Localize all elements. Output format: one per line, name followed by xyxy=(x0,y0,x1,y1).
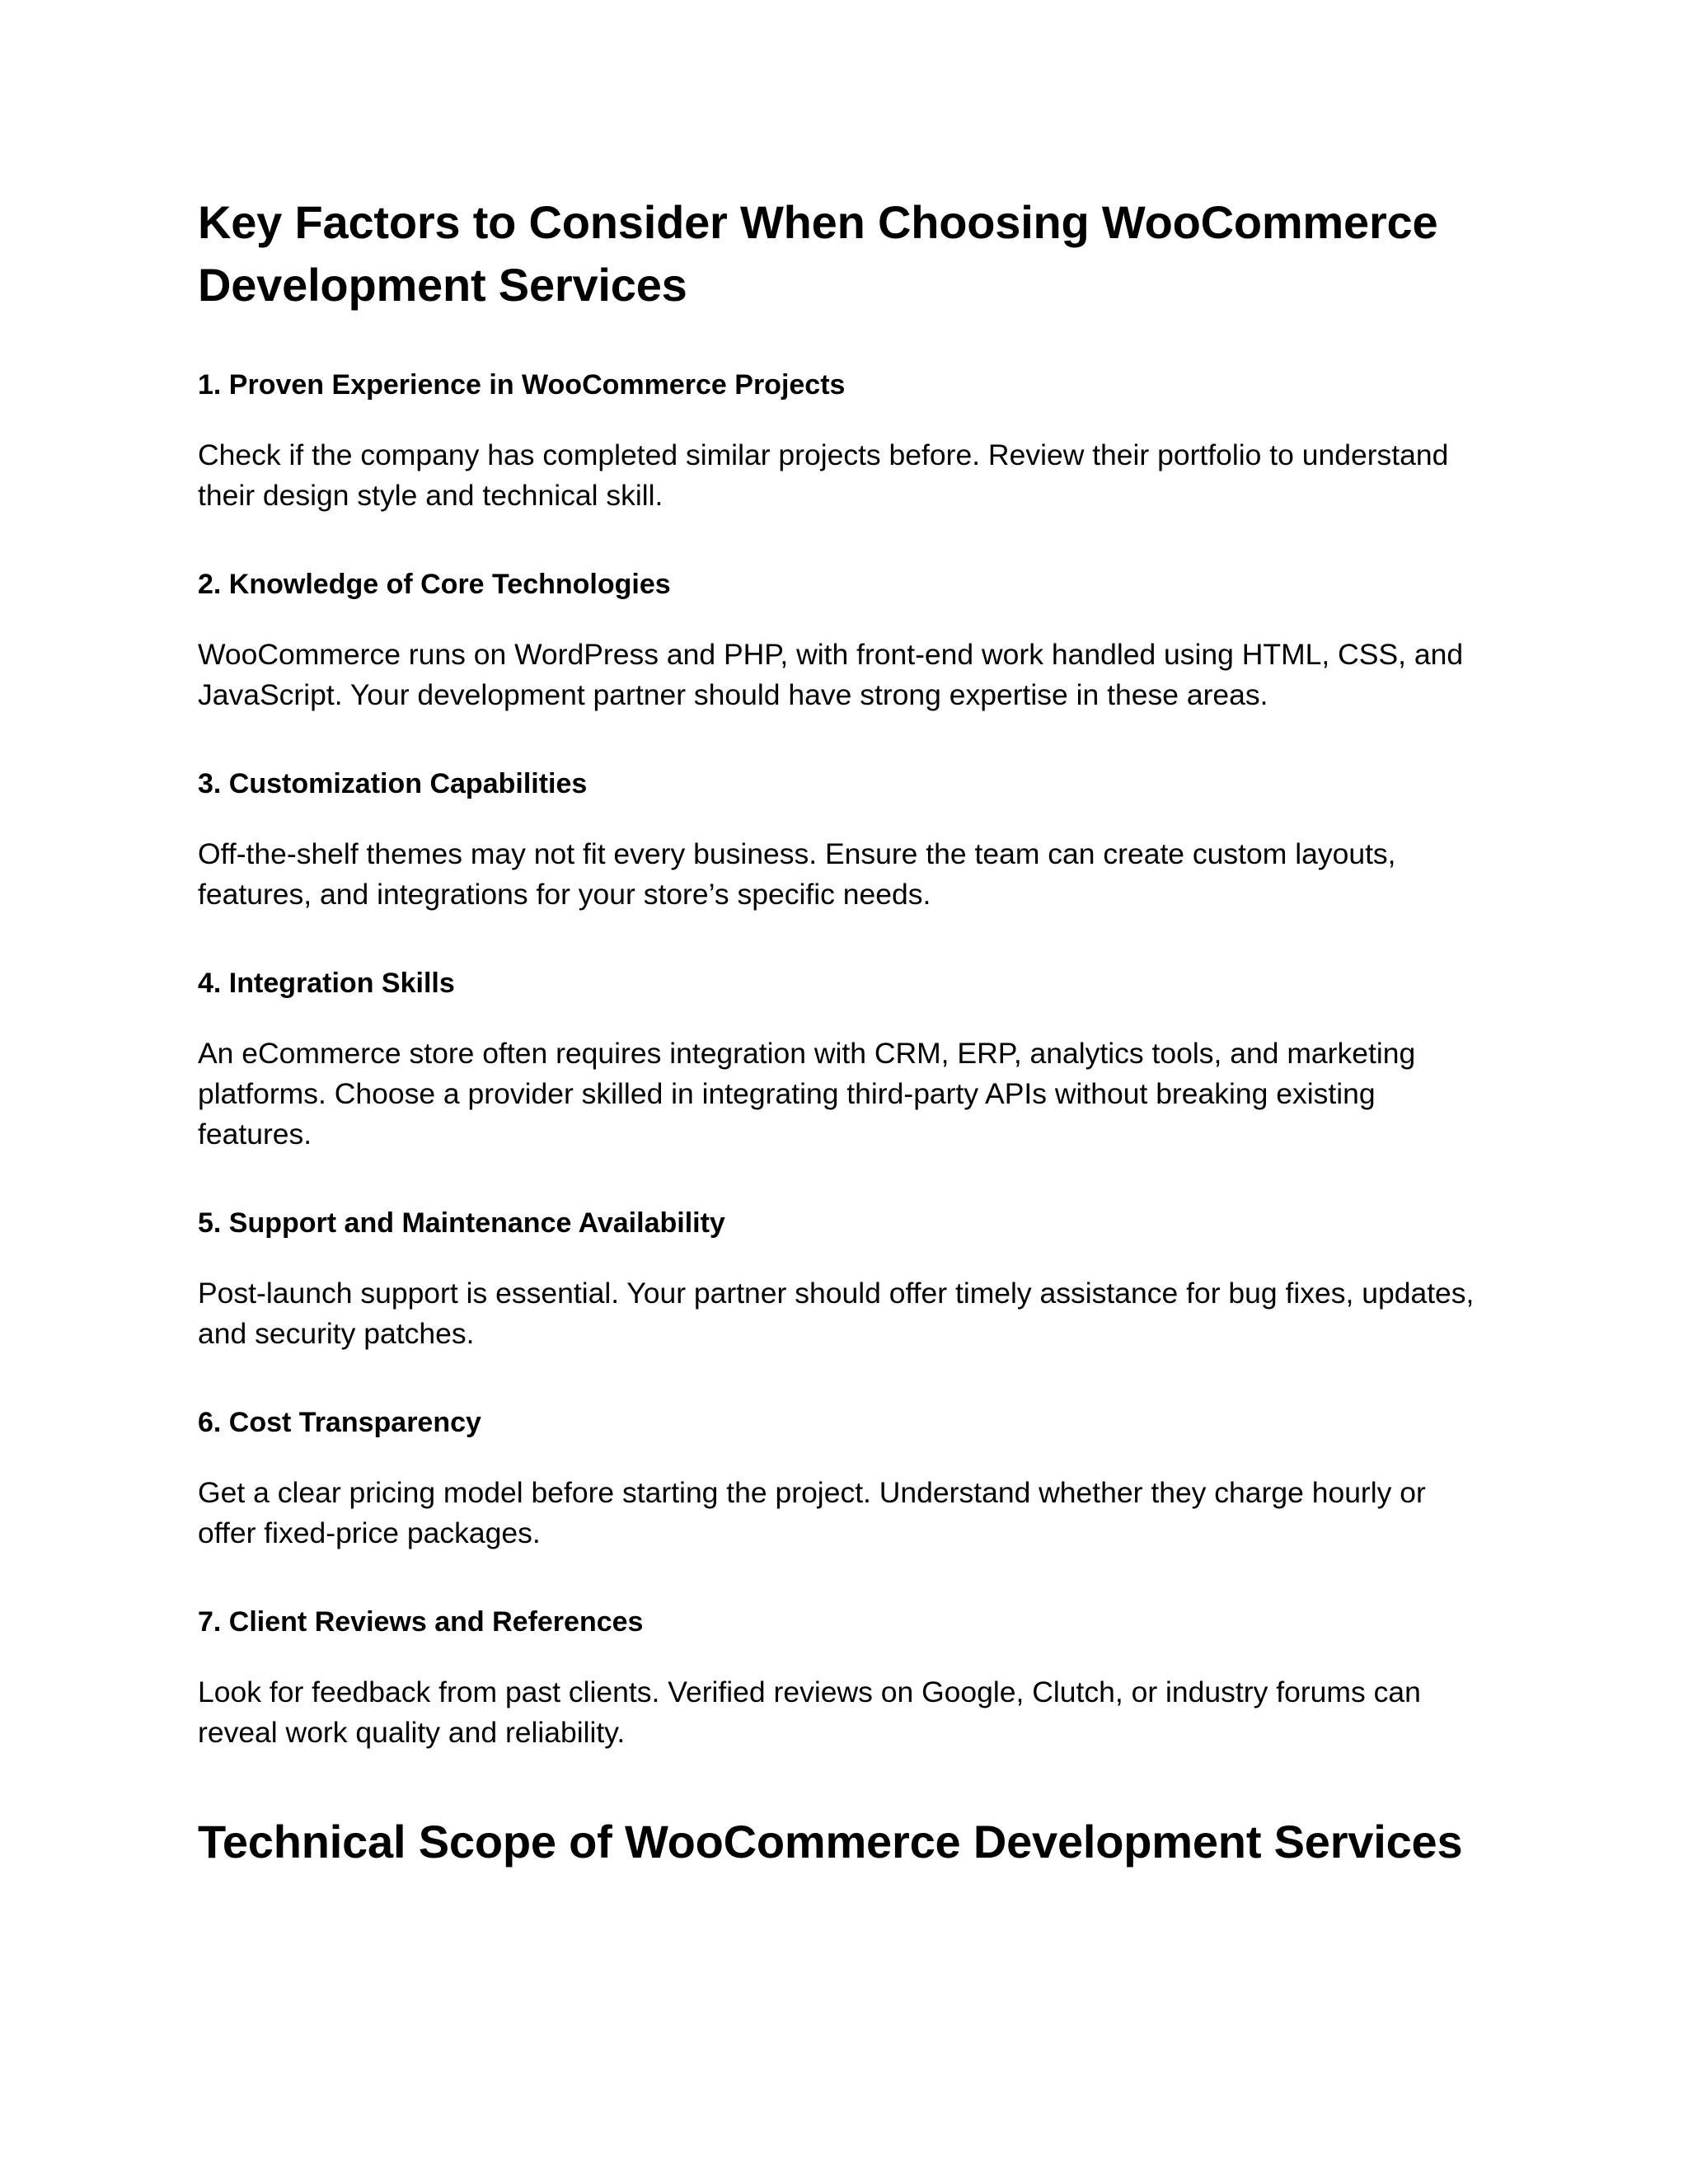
section-body: WooCommerce runs on WordPress and PHP, with front-end work handled using HTML, CSS, and JavaScript. Your development partner should have strong expertise in these areas. xyxy=(198,638,1464,711)
section-customization xyxy=(198,765,1492,915)
section-body: Check if the company has completed similar projects before. Review their portfolio to understand their design style and technical skill. xyxy=(198,438,1449,512)
section-body: Off-the-shelf themes may not fit every business. Ensure the team can create custom layouts, features, and integrations for your store’s specific needs. xyxy=(198,837,1396,911)
section-title: 6. Cost Transparency xyxy=(198,1407,481,1438)
section-experience xyxy=(198,366,1492,516)
section-support xyxy=(198,1204,1492,1354)
section-body: Post-launch support is essential. Your partner should offer timely assistance for bug fixes, updates, and security patches. xyxy=(198,1277,1475,1350)
secondary-heading: Technical Scope of WooCommerce Development Services xyxy=(198,1816,1463,1868)
section-technologies xyxy=(198,565,1492,715)
section-title: 4. Integration Skills xyxy=(198,968,455,999)
section-reviews xyxy=(198,1603,1492,1753)
section-title: 1. Proven Experience in WooCommerce Projects xyxy=(198,369,846,401)
section-title: 5. Support and Maintenance Availability xyxy=(198,1207,725,1239)
document-page xyxy=(198,191,1492,1873)
section-integration xyxy=(198,964,1492,1155)
main-heading: Key Factors to Consider When Choosing WooCommerce Development Services xyxy=(198,196,1438,311)
section-title: 7. Client Reviews and References xyxy=(198,1606,644,1638)
section-body: An eCommerce store often requires integration with CRM, ERP, analytics tools, and marketing platforms. Choose a provider skilled in integrating third-party APIs without breaking existing features. xyxy=(198,1037,1416,1151)
section-title: 2. Knowledge of Core Technologies xyxy=(198,569,671,600)
section-cost xyxy=(198,1404,1492,1554)
section-title: 3. Customization Capabilities xyxy=(198,768,588,799)
section-body: Get a clear pricing model before starting the project. Understand whether they charge hourly or offer fixed-price packages. xyxy=(198,1476,1426,1549)
section-body: Look for feedback from past clients. Verified reviews on Google, Clutch, or industry forums can reveal work quality and reliability. xyxy=(198,1675,1421,1749)
